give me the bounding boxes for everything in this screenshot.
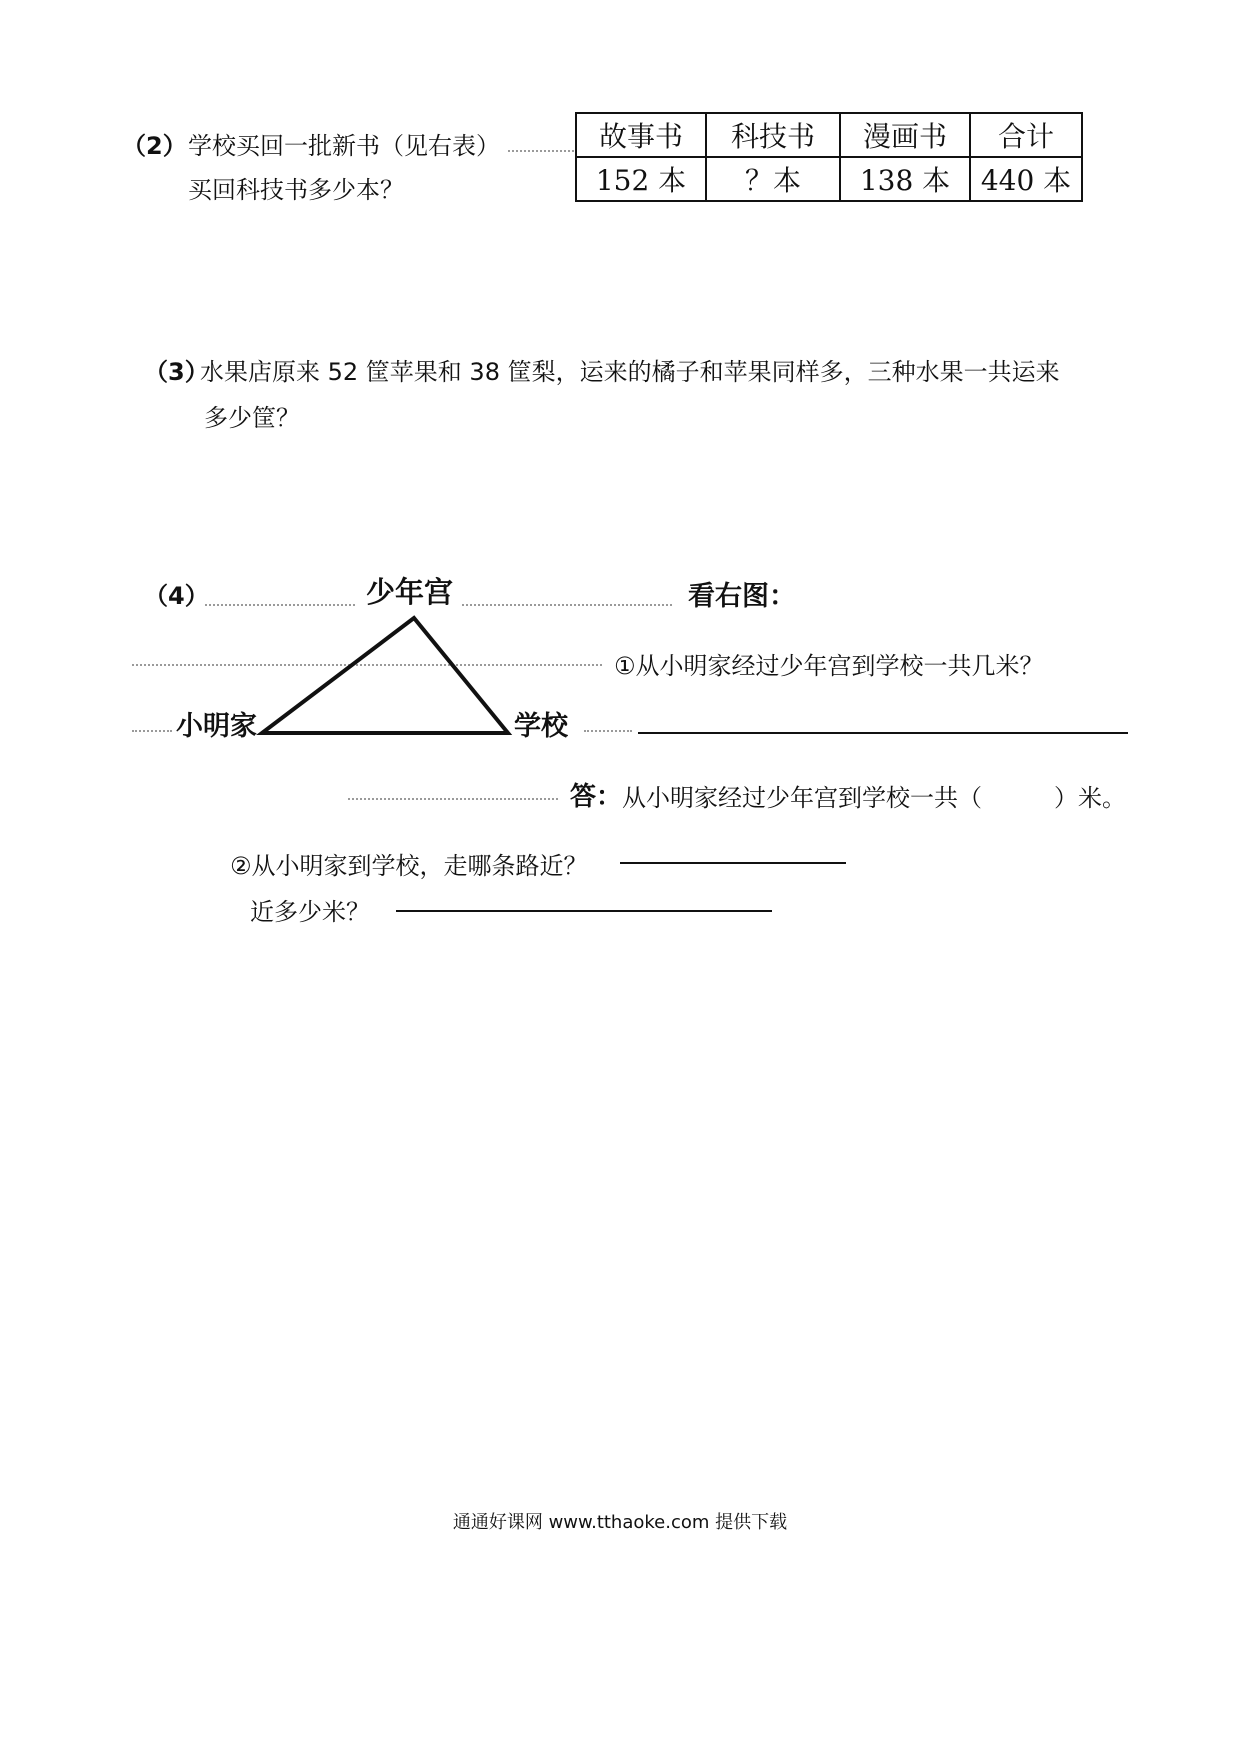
dotted-leader: [462, 604, 672, 606]
table-cell: 138 本: [840, 157, 970, 201]
question-4-number: （4）: [144, 582, 209, 610]
footer-credit: 通通好课网 www.tthaoke.com 提供下载: [452, 1512, 788, 1533]
answer-line-2[interactable]: [620, 862, 846, 864]
sub-question-2b: 近多少米？: [250, 898, 370, 926]
answer-line-1[interactable]: [638, 732, 1128, 734]
dotted-leader: [508, 150, 574, 152]
answer-line-3[interactable]: [396, 910, 772, 912]
label-school: 学校: [514, 711, 568, 742]
route-triangle: [262, 618, 508, 733]
table-header-cell: 合计: [970, 113, 1082, 157]
question-2-line-1: 学校买回一批新书（见右表）: [188, 132, 500, 160]
dotted-leader: [348, 798, 558, 800]
table-cell: 440 本: [970, 157, 1082, 201]
sub-question-1: ①从小明家经过少年宫到学校一共几米？: [614, 652, 1044, 680]
answer-prefix: 答：: [570, 782, 623, 812]
question-3-number: （3）: [144, 358, 209, 386]
sub-question-2: ②从小明家到学校，走哪条路近？: [230, 852, 588, 880]
question-2-line-2: 买回科技书多少本？: [188, 176, 404, 204]
see-right-figure: 看右图：: [688, 581, 796, 612]
question-2-number: （2）: [122, 132, 187, 160]
answer-sentence: 从小明家经过少年宫到学校一共（ ）米。: [622, 784, 1126, 812]
label-youth-palace: 少年宫: [366, 575, 454, 609]
table-header-cell: 故事书: [576, 113, 706, 157]
question-3-line-1: 水果店原来 52 筐苹果和 38 筐梨，运来的橘子和苹果同样多，三种水果一共运来: [200, 358, 1060, 386]
question-3-line-2: 多少筐？: [204, 404, 300, 432]
table-cell: ？本: [706, 157, 840, 201]
label-xiaoming-home: 小明家: [176, 711, 257, 742]
dotted-leader: [132, 664, 602, 666]
table-header-cell: 漫画书: [840, 113, 970, 157]
dotted-leader: [205, 604, 355, 606]
table-header-row: [576, 113, 1082, 157]
table-row: [576, 157, 1082, 201]
dotted-leader: [584, 730, 632, 732]
table-cell: 152 本: [576, 157, 706, 201]
dotted-leader: [132, 730, 172, 732]
books-table: [575, 112, 1083, 202]
table-header-cell: 科技书: [706, 113, 840, 157]
